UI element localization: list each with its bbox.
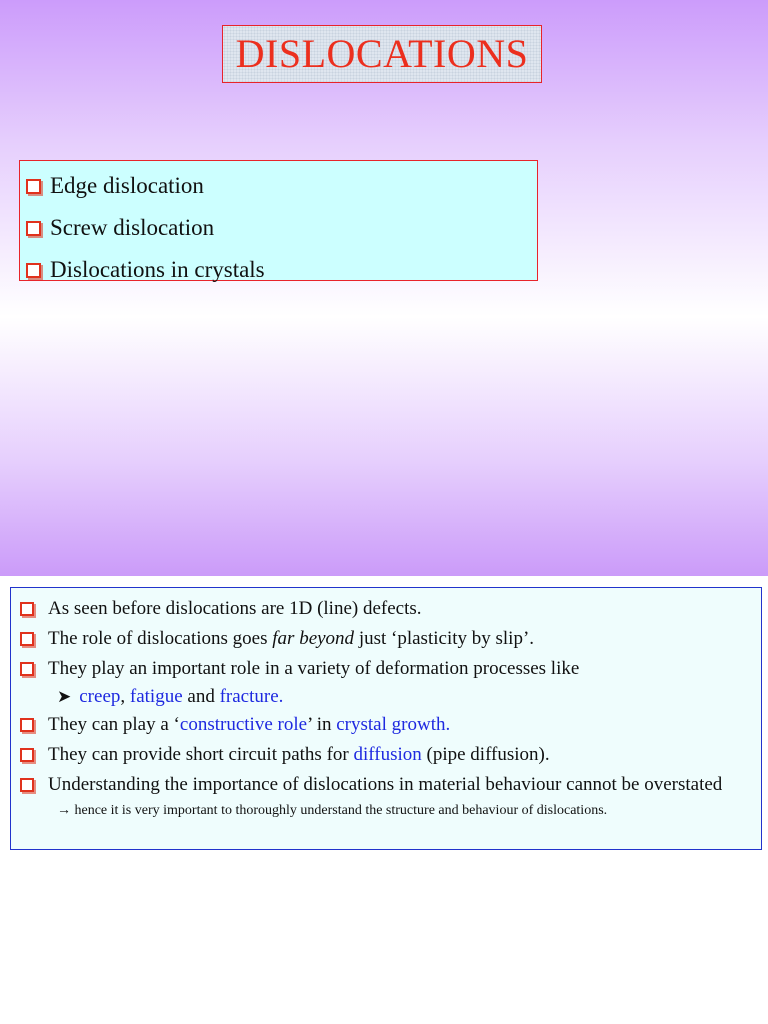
note-subtext xyxy=(79,684,283,710)
checkbox-bullet-icon xyxy=(20,632,34,646)
checkbox-bullet-icon xyxy=(20,602,34,616)
topics-box xyxy=(19,160,538,281)
term-diffusion: diffusion xyxy=(353,744,422,765)
term-fatigue: fatigue xyxy=(129,686,183,707)
topic-label: Dislocations in crystals xyxy=(50,257,265,282)
checkbox-bullet-icon xyxy=(26,263,41,278)
checkbox-bullet-icon xyxy=(20,778,34,792)
term-crystal-growth: crystal growth. xyxy=(336,714,451,735)
note-text-part: ’ in xyxy=(307,714,337,735)
note-line xyxy=(20,742,761,772)
slide-title-box xyxy=(222,25,542,83)
term-creep: creep xyxy=(79,686,121,707)
note-text-part: just ‘plasticity by slip’. xyxy=(354,628,535,649)
note-text-part: They can provide short circuit paths for xyxy=(48,744,354,765)
note-text: They play an important role in a variety of deformation processes like xyxy=(48,658,580,679)
note-line xyxy=(20,772,761,802)
term-constructive-role: constructive role xyxy=(179,714,308,735)
topic-item xyxy=(20,249,537,291)
topic-label: Edge dislocation xyxy=(50,173,204,198)
note-small: → hence it is very important to thoroughly understand the structure and behaviour of dislocations. xyxy=(57,803,608,818)
note-subline xyxy=(20,682,761,712)
checkbox-bullet-icon xyxy=(20,718,34,732)
note-text: Understanding the importance of dislocations in material behaviour cannot be overstated xyxy=(48,774,723,795)
arrowhead-bullet-icon: ➤ xyxy=(57,687,72,706)
note-text-part: They can play a ‘ xyxy=(48,714,180,735)
note-line xyxy=(20,712,761,742)
note-text: As seen before dislocations are 1D (line) defects. xyxy=(48,598,422,619)
checkbox-bullet-icon xyxy=(26,221,41,236)
note-text xyxy=(48,626,534,652)
notes-box xyxy=(10,587,762,850)
note-text xyxy=(48,712,450,738)
note-line xyxy=(20,596,761,626)
checkbox-bullet-icon xyxy=(20,662,34,676)
slide-title: DISLOCATIONS xyxy=(235,31,529,76)
topic-label: Screw dislocation xyxy=(50,215,215,240)
note-text-part: The role of dislocations goes xyxy=(48,628,273,649)
note-text-part: (pipe diffusion). xyxy=(421,744,550,765)
term-fracture: fracture. xyxy=(219,686,284,707)
note-line xyxy=(20,626,761,656)
note-italic: far beyond xyxy=(272,628,355,649)
checkbox-bullet-icon xyxy=(26,179,41,194)
note-text-part: , xyxy=(120,686,126,707)
note-text-part: and xyxy=(187,686,215,707)
topic-item xyxy=(20,165,537,207)
checkbox-bullet-icon xyxy=(20,748,34,762)
note-text xyxy=(48,742,550,768)
topic-item xyxy=(20,207,537,249)
